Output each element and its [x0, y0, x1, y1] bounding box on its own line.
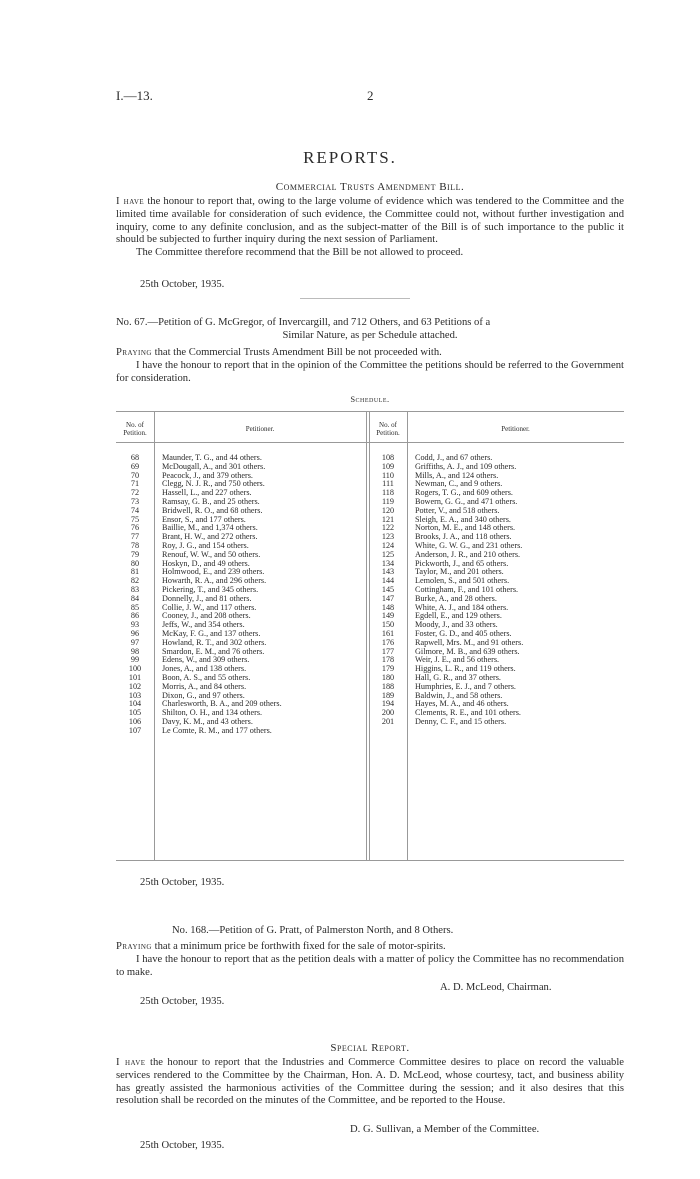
petitioner-name: Davy, K. M., and 43 others.: [162, 716, 253, 726]
petitioner-name: Donnelly, J., and 81 others.: [162, 593, 252, 603]
petition-number: 125: [381, 549, 395, 559]
petitioner-name: Morris, A., and 84 others.: [162, 681, 247, 691]
petition-number: 180: [381, 672, 395, 682]
petition-number: 201: [381, 716, 395, 726]
praying-lead: Praying: [116, 347, 152, 358]
petitioner-name: Jones, A., and 138 others.: [162, 664, 247, 674]
petitioner-name: Foster, G. D., and 405 others.: [415, 628, 512, 638]
petitioner-name: Pickering, T., and 345 others.: [162, 584, 259, 594]
petition-number: 85: [130, 602, 140, 612]
petitioner-name: Hall, G. R., and 37 others.: [415, 672, 501, 682]
petition-number: 177: [381, 646, 395, 656]
petitioner-name: McKay, F. G., and 137 others.: [162, 628, 261, 638]
petitioner-name: Clements, R. E., and 101 others.: [415, 708, 521, 718]
petitioner-name: Pickworth, J., and 65 others.: [415, 558, 509, 568]
petition-number: 74: [130, 505, 140, 515]
petition-number: 96: [130, 628, 140, 638]
petition-number: 93: [130, 620, 140, 630]
petitioner-name: Bowern, G. G., and 471 others.: [415, 496, 518, 506]
petition-number: 104: [128, 699, 142, 709]
petition-number: 179: [381, 664, 395, 674]
petition-67-line-1: No. 67.—Petition of G. McGregor, of Invercargill, and 712 Others, and 63 Petitions of a: [116, 317, 491, 328]
petition-number: 77: [130, 532, 140, 542]
lead-words: I have: [116, 196, 145, 207]
petition-number: 134: [381, 558, 395, 568]
petition-number: 143: [381, 567, 395, 577]
petition-number: 68: [130, 453, 140, 462]
petition-168-report: I have the honour to report that as the petition deals with a matter of policy the Committee has no recommendation to make.: [116, 953, 624, 978]
petitioner-name: Brant, H. W., and 272 others.: [162, 532, 258, 542]
petitioner-name: Shilton, O. H., and 134 others.: [162, 708, 263, 718]
petition-number: 110: [382, 470, 394, 480]
petitioner-name: Egdell, E., and 129 others.: [415, 611, 502, 621]
schedule-date: 25th October, 1935.: [140, 877, 225, 888]
commercial-date: 25th October, 1935.: [140, 279, 225, 290]
praying-lead: Praying: [116, 941, 152, 952]
special-report-body: [116, 1057, 624, 1108]
petitioner-name: Baillie, M., and 1,374 others.: [162, 523, 258, 533]
petition-number: 107: [128, 725, 142, 735]
petition-number: 149: [381, 611, 395, 621]
col-header-petitioner: Petitioner.: [245, 425, 275, 433]
petitioner-name: Gilmore, M. B., and 639 others.: [415, 646, 520, 656]
petition-number: 79: [130, 549, 140, 559]
petition-number: 73: [130, 496, 140, 506]
petition-number: 78: [130, 540, 140, 550]
petitioner-name: Ensor, S., and 177 others.: [162, 514, 246, 524]
petitioner-name: Hoskyn, D., and 49 others.: [162, 558, 250, 568]
petition-number: 98: [130, 646, 140, 656]
petition-number: 145: [381, 584, 395, 594]
commercial-paragraph-2: The Committee therefore recommend that the Bill be not allowed to proceed.: [136, 247, 464, 259]
petition-67-body: [116, 347, 624, 385]
schedule-right-column: [369, 454, 624, 727]
page-reference: I.—13.: [116, 88, 153, 103]
petitioner-name: White, G. W. G., and 231 others.: [415, 540, 523, 550]
petition-number: 108: [381, 453, 395, 462]
petitioner-name: Clegg, N. J. R., and 750 others.: [162, 479, 265, 489]
petition-number: 118: [382, 488, 394, 498]
schedule-title: Schedule.: [350, 394, 390, 404]
petitioner-name: Charlesworth, B. A., and 209 others.: [162, 699, 282, 709]
petition-number: 105: [128, 708, 142, 718]
chairman-signature: A. D. McLeod, Chairman.: [440, 982, 552, 993]
petitioner-name: Taylor, M., and 201 others.: [415, 567, 504, 577]
page-title: REPORTS.: [303, 148, 397, 167]
petitioner-name: Codd, J., and 67 others.: [415, 453, 493, 462]
schedule-left-column: [116, 454, 366, 736]
petition-number: 176: [381, 637, 395, 647]
member-signature: D. G. Sullivan, a Member of the Committee.: [350, 1124, 540, 1135]
petition-number: 144: [381, 576, 395, 586]
petitioner-name: Humphries, E. J., and 7 others.: [415, 681, 516, 691]
petitioner-name: Boon, A. S., and 55 others.: [162, 672, 251, 682]
petition-number: 83: [130, 584, 140, 594]
petition-number: 120: [381, 505, 395, 515]
petition-168-heading: No. 168.—Petition of G. Pratt, of Palmerston North, and 8 Others.: [172, 925, 454, 936]
petition-number: 76: [130, 523, 140, 533]
petitioner-name: Maunder, T. G., and 44 others.: [162, 453, 262, 462]
commercial-paragraph-1: the honour to report that, owing to the large volume of evidence which was tendered to the Committee and the limited time available for consideration of such evidence, the Committee could not, without further investigation and inquiry, come to any definite conclusion, and as the subject-matter of the Bill is of such importance to the public it should be subjected to further inquiry during the next session of Parliament.: [116, 196, 624, 246]
petition-number: 123: [381, 532, 395, 542]
petitioner-name: Burke, A., and 28 others.: [415, 593, 497, 603]
petition-number: 81: [130, 567, 140, 577]
petitioner-name: Edens, W., and 309 others.: [162, 655, 250, 665]
petitioner-name: Sleigh, E. A., and 340 others.: [415, 514, 511, 524]
petition-number: 102: [128, 681, 142, 691]
petition-number: 80: [130, 558, 140, 568]
petitioner-name: Cottingham, F., and 101 others.: [415, 584, 519, 594]
petition-number: 178: [381, 655, 395, 665]
petitioner-name: Howarth, R. A., and 296 others.: [162, 576, 267, 586]
petition-number: 200: [381, 708, 395, 718]
petition-number: 70: [130, 470, 140, 480]
petition-number: 84: [130, 593, 140, 603]
petitioner-name: Jeffs, W., and 354 others.: [162, 620, 245, 630]
petitioner-name: Rogers, T. G., and 609 others.: [415, 488, 513, 498]
petitioner-name: Smardon, E. M., and 76 others.: [162, 646, 265, 656]
petitioner-name: Collie, J. W., and 117 others.: [162, 602, 257, 612]
petition-number: 100: [128, 664, 142, 674]
lead-words: I have: [116, 1057, 146, 1068]
special-report-text: the honour to report that the Industries and Commerce Committee desires to place on record the valuable services rendered to the Committee by the Chairman, Hon. A. D. McLeod, whose courtesy, tact, and business ability has greatly assisted the harmonious activities of the Committee during the session; and it also desires that this resolution shall be recorded on the minutes of the Committee, and be reported to the House.: [116, 1057, 624, 1107]
petition-number: 121: [381, 514, 395, 524]
petition-number: 148: [381, 602, 395, 612]
petition-number: 150: [381, 620, 395, 630]
petitioner-name: Griffiths, A. J., and 109 others.: [415, 461, 517, 471]
petitioner-name: Hassell, L., and 227 others.: [162, 488, 252, 498]
petitioner-name: Weir, J. E., and 56 others.: [415, 655, 500, 665]
petitioner-name: McDougall, A., and 301 others.: [162, 461, 266, 471]
petition-67-praying: that the Commercial Trusts Amendment Bill be not proceeded with.: [151, 347, 442, 358]
schedule-row: [116, 727, 366, 736]
special-report-heading: Special Report.: [330, 1042, 410, 1054]
section-heading-commercial-trusts: Commercial Trusts Amendment Bill.: [275, 181, 465, 193]
petition-168-date: 25th October, 1935.: [140, 996, 225, 1007]
petition-number: 69: [130, 461, 140, 471]
petition-number: 101: [128, 672, 142, 682]
petitioner-name: Denny, C. F., and 15 others.: [415, 716, 507, 726]
petitioner-name: Newman, C., and 9 others.: [415, 479, 503, 489]
petition-number: 189: [381, 690, 395, 700]
petitioner-name: Brooks, J. A., and 118 others.: [415, 532, 512, 542]
petitioner-name: Bridwell, R. O., and 68 others.: [162, 505, 263, 515]
petition-168-body: [116, 941, 624, 979]
col-header-no: No. of Petition.: [376, 421, 400, 437]
petition-number: 111: [382, 479, 394, 489]
petitioner-name: Rapwell, Mrs. M., and 91 others.: [415, 637, 524, 647]
petition-number: 147: [381, 593, 395, 603]
petitioner-name: Cooney, J., and 208 others.: [162, 611, 251, 621]
petitioner-name: Hayes, M. A., and 46 others.: [415, 699, 509, 709]
petitioner-name: Mills, A., and 124 others.: [415, 470, 499, 480]
petitioner-name: Anderson, J. R., and 210 others.: [415, 549, 521, 559]
petition-number: 124: [381, 540, 395, 550]
petitioner-name: Norton, M. E., and 148 others.: [415, 523, 516, 533]
petitioner-name: Baldwin, J., and 58 others.: [415, 690, 503, 700]
petitioner-name: Peacock, J., and 379 others.: [162, 470, 253, 480]
schedule-row: [369, 718, 624, 727]
petition-number: 72: [130, 488, 140, 498]
petition-67-heading: [116, 317, 624, 343]
commercial-report-body: [116, 196, 624, 260]
petitioner-name: Higgins, L. R., and 119 others.: [415, 664, 516, 674]
petitioner-name: Lemolen, S., and 501 others.: [415, 576, 510, 586]
petition-number: 103: [128, 690, 142, 700]
petitioner-name: Dixon, G., and 97 others.: [162, 690, 245, 700]
col-rule: [366, 412, 367, 860]
petition-number: 86: [130, 611, 140, 621]
petition-number: 122: [381, 523, 395, 533]
header-rule: [116, 442, 624, 443]
col-header-petitioner: Petitioner.: [501, 425, 530, 433]
petition-number: 71: [130, 479, 140, 489]
petition-number: 75: [130, 514, 140, 524]
petitioner-name: Potter, V., and 518 others.: [415, 505, 500, 515]
petition-number: 194: [381, 699, 395, 709]
petition-168-praying: that a minimum price be forthwith fixed for the sale of motor-spirits.: [151, 941, 446, 952]
petitioner-name: Moody, J., and 33 others.: [415, 620, 498, 630]
petition-number: 161: [381, 628, 395, 638]
section-divider: [300, 298, 410, 299]
col-header-no: No. of Petition.: [123, 421, 147, 437]
petition-number: 188: [381, 681, 395, 691]
petitioner-name: Howland, R. T., and 302 others.: [162, 637, 267, 647]
petition-number: 106: [128, 716, 142, 726]
petitioner-name: Renouf, W. W., and 50 others.: [162, 549, 261, 559]
petitioner-name: Le Comte, R. M., and 177 others.: [162, 725, 272, 735]
petition-67-report: I have the honour to report that in the opinion of the Committee the petitions should be referred to the Government for consideration.: [116, 359, 624, 384]
petition-67-line-2: Similar Nature, as per Schedule attached.: [282, 329, 458, 341]
petitioner-name: Ramsay, G. B., and 25 others.: [162, 496, 260, 506]
page-number: 2: [367, 88, 374, 103]
schedule-table-frame: [116, 411, 624, 861]
petitioner-name: Roy, J. G., and 154 others.: [162, 540, 249, 550]
petition-number: 119: [382, 496, 394, 506]
petition-number: 99: [130, 655, 140, 665]
petition-number: 109: [381, 461, 395, 471]
petitioner-name: Holmwood, E., and 239 others.: [162, 567, 265, 577]
petitioner-name: White, A. J., and 184 others.: [415, 602, 509, 612]
special-report-date: 25th October, 1935.: [140, 1140, 225, 1151]
petition-number: 82: [130, 576, 140, 586]
petition-number: 97: [130, 637, 140, 647]
